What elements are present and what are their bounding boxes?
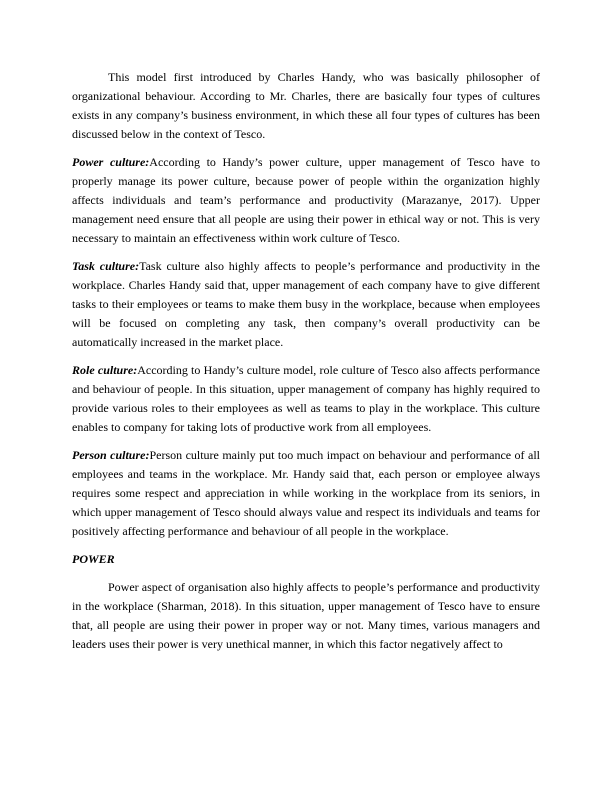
task-culture-text: Task culture also highly affects to people’s performance and productivity in the workplace. Charles Handy said that, upper management of each company have to give different tasks to their employees or teams to make them busy in the workplace, because when employees will be focused on completing any task, then company’s overall productivity can be automatically increased in the market place. bbox=[72, 259, 540, 349]
role-culture-text: According to Handy’s culture model, role culture of Tesco also affects performance and behaviour of people. In this situation, upper management of company has highly required to provide various roles to their employees as well as teams to play in the workplace. This culture enables to company for taking lots of productive work from all employees. bbox=[72, 363, 540, 434]
person-culture-term: Person culture: bbox=[72, 448, 150, 462]
person-culture-text: Person culture mainly put too much impact on behaviour and performance of all employees and teams in the workplace. Mr. Handy said that, each person or employee always requires some respect and appreciation in while working in the workplace from its seniors, in which upper management of Tesco should always value and respect its individuals and teams for positively affecting performance and behaviour of all people in the workplace. bbox=[72, 448, 540, 538]
power-heading: POWER bbox=[72, 552, 115, 566]
power-culture-text: According to Handy’s power culture, upper management of Tesco have to properly manage its power culture, because power of people within the organization highly affects individuals and team’s performance and productivity (Marazanye, 2017). Upper management need ensure that all people are using their power in ethical way or not. This is very necessary to maintain an effectiveness within work culture of Tesco. bbox=[72, 155, 540, 245]
task-culture-term: Task culture: bbox=[72, 259, 140, 273]
document-body bbox=[72, 68, 540, 663]
power-paragraph: Power aspect of organisation also highly affects to people’s performance and productivity in the workplace (Sharman, 2018). In this situation, upper management of Tesco have to ensure that, all people are using their power in proper way or not. Many times, various managers and leaders uses their power is very unethical manner, in which this factor negatively affect to bbox=[72, 580, 540, 651]
role-culture-paragraph bbox=[72, 361, 540, 437]
role-culture-term: Role culture: bbox=[72, 363, 138, 377]
task-culture-paragraph bbox=[72, 257, 540, 352]
power-culture-term: Power culture: bbox=[72, 155, 150, 169]
intro-paragraph: This model first introduced by Charles Handy, who was basically philosopher of organizational behaviour. According to Mr. Charles, there are basically four types of cultures exists in any company’s business environment, in which these all four types of cultures has been discussed below in the context of Tesco. bbox=[72, 70, 540, 141]
power-culture-paragraph bbox=[72, 153, 540, 248]
person-culture-paragraph bbox=[72, 446, 540, 541]
